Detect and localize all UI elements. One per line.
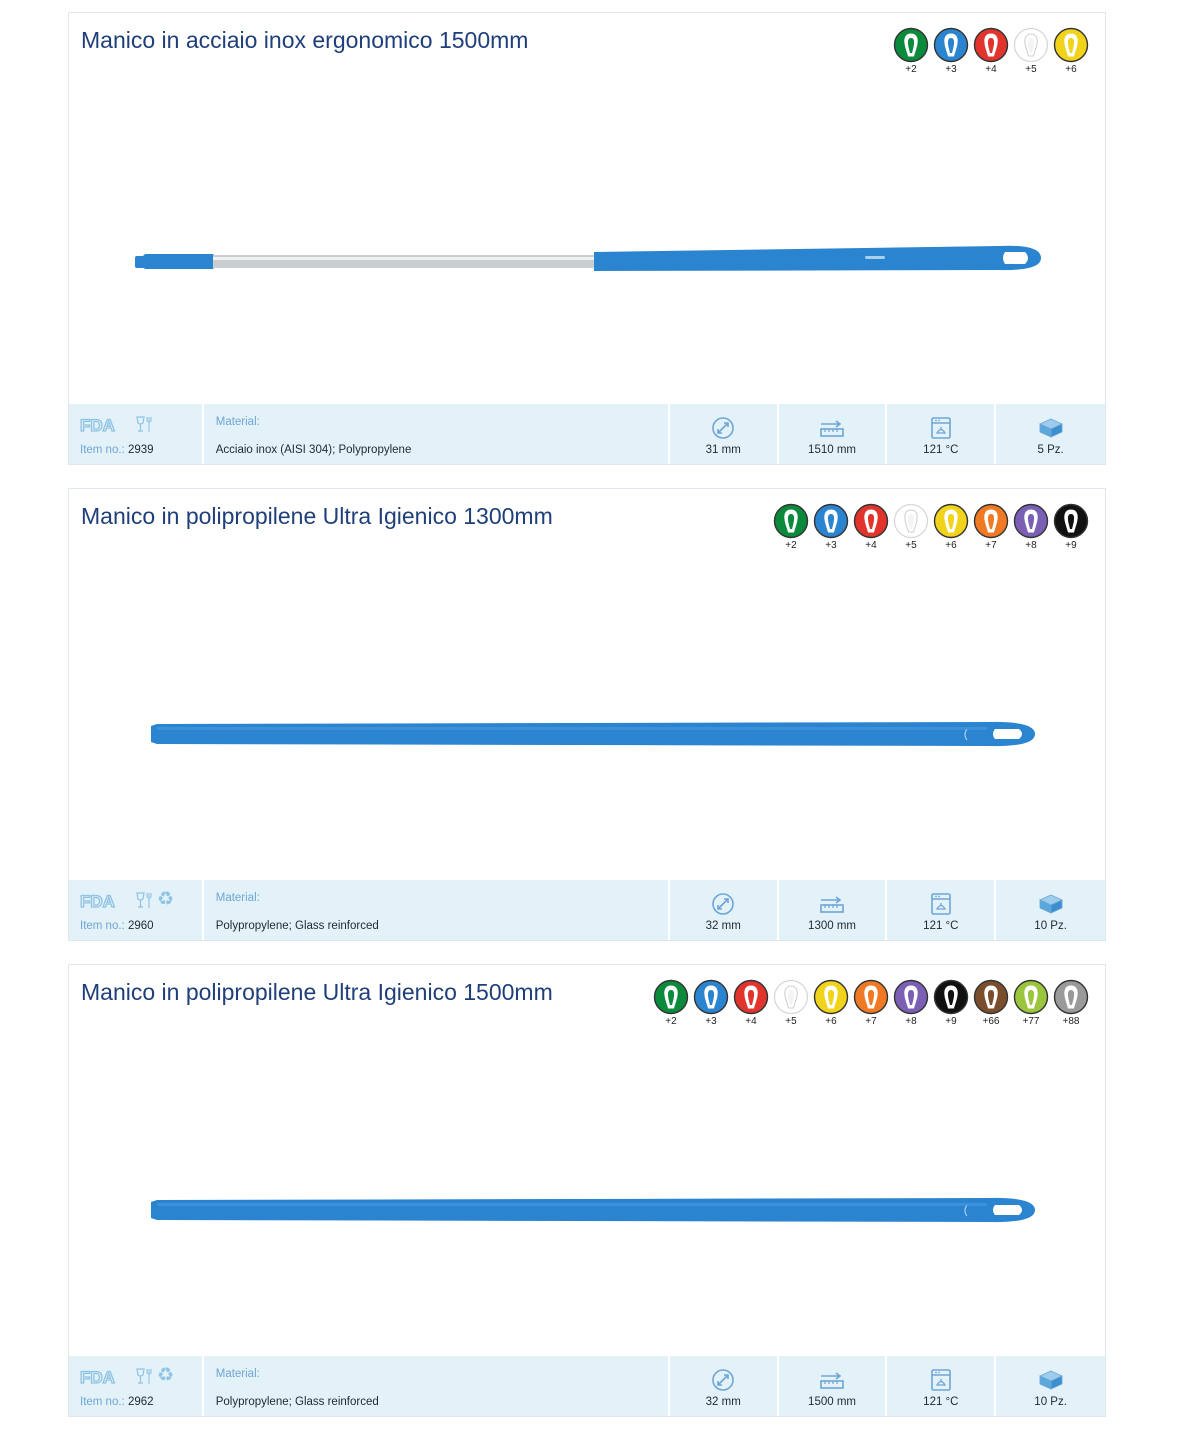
diameter-icon <box>711 1368 735 1392</box>
package-box-icon <box>1038 1368 1064 1392</box>
temperature-cell <box>887 404 996 464</box>
color-variant-swatch <box>893 27 929 76</box>
color-variant-swatch <box>733 979 769 1028</box>
product-title: Manico in polipropilene Ultra Igienico 1300mm <box>81 503 553 529</box>
item-no-value: 2960 <box>127 920 154 932</box>
material-label: Material: <box>215 1368 260 1380</box>
handle-hole-icon <box>973 503 1009 539</box>
color-variant-suffix: +7 <box>865 1016 877 1027</box>
handle-hole-icon <box>933 27 969 63</box>
material-value: Acciaio inox (AISI 304); Polypropylene <box>215 444 412 456</box>
material-label: Material: <box>215 892 260 904</box>
color-variant-suffix: +2 <box>665 1016 677 1027</box>
length-cell <box>779 880 888 940</box>
temperature-value: 121 °C <box>923 444 959 456</box>
handle-hole-icon <box>853 503 889 539</box>
certifications-cell <box>69 880 204 940</box>
material-value: Polypropylene; Glass reinforced <box>215 1396 379 1408</box>
item-no-value: 2962 <box>127 1396 154 1408</box>
color-variant-swatch <box>1013 979 1049 1028</box>
pack-cell <box>996 880 1105 940</box>
color-variant-swatch <box>1053 503 1089 552</box>
material-cell <box>204 404 670 464</box>
color-variant-swatch <box>933 503 969 552</box>
svg-text:FDA: FDA <box>80 892 115 910</box>
color-variant-suffix: +9 <box>945 1016 957 1027</box>
length-cell <box>779 404 888 464</box>
color-variant-swatch <box>773 979 809 1028</box>
certifications-cell <box>69 404 204 464</box>
diameter-value: 32 mm <box>705 920 741 932</box>
color-variant-swatch <box>853 979 889 1028</box>
color-variant-suffix: +88 <box>1062 1016 1080 1027</box>
color-variant-swatch <box>773 503 809 552</box>
color-variants <box>773 503 1089 552</box>
color-variant-swatch <box>813 979 849 1028</box>
handle-hole-icon <box>853 979 889 1015</box>
diameter-value: 31 mm <box>705 444 741 456</box>
svg-text:FDA: FDA <box>80 416 115 434</box>
spec-footer <box>69 404 1105 464</box>
diameter-cell <box>670 1356 779 1416</box>
color-variant-swatch <box>973 503 1009 552</box>
dishwasher-temperature-icon <box>930 892 952 916</box>
color-variant-suffix: +7 <box>985 540 997 551</box>
food-safe-glass-fork-icon <box>135 892 153 910</box>
product-card <box>68 964 1106 1417</box>
length-ruler-icon <box>819 416 845 440</box>
handle-hole-icon <box>933 503 969 539</box>
recycle-icon: ♻ <box>157 1365 175 1386</box>
product-card <box>68 488 1106 941</box>
color-variant-suffix: +77 <box>1022 1016 1040 1027</box>
handle-hole-icon <box>1013 503 1049 539</box>
color-variant-swatch <box>1053 27 1089 76</box>
handle-hole-icon <box>1053 27 1089 63</box>
color-variant-suffix: +66 <box>982 1016 1000 1027</box>
handle-hole-icon <box>973 27 1009 63</box>
handle-hole-icon <box>1013 27 1049 63</box>
color-variant-suffix: +4 <box>865 540 877 551</box>
material-cell <box>204 1356 670 1416</box>
length-cell <box>779 1356 888 1416</box>
color-variant-suffix: +6 <box>825 1016 837 1027</box>
color-variant-suffix: +2 <box>785 540 797 551</box>
color-variant-suffix: +4 <box>985 64 997 75</box>
spec-footer <box>69 1356 1105 1416</box>
svg-text:FDA: FDA <box>80 1368 115 1386</box>
temperature-value: 121 °C <box>923 920 959 932</box>
handle-hole-icon <box>973 979 1009 1015</box>
color-variant-swatch <box>1013 503 1049 552</box>
color-variant-swatch <box>813 503 849 552</box>
length-value: 1510 mm <box>808 444 856 456</box>
diameter-cell <box>670 404 779 464</box>
item-number <box>80 444 154 456</box>
temperature-cell <box>887 880 996 940</box>
pack-value: 10 Pz. <box>1034 1396 1067 1408</box>
package-box-icon <box>1038 416 1064 440</box>
fda-logo-icon <box>80 1368 124 1386</box>
length-ruler-icon <box>819 1368 845 1392</box>
handle-hole-icon <box>653 979 689 1015</box>
color-variant-suffix: +9 <box>1065 540 1077 551</box>
handle-hole-icon <box>813 503 849 539</box>
product-card <box>68 12 1106 465</box>
pack-cell <box>996 1356 1105 1416</box>
color-variant-swatch <box>1013 27 1049 76</box>
color-variants <box>653 979 1089 1028</box>
fda-logo-icon <box>80 416 124 434</box>
length-value: 1500 mm <box>808 1396 856 1408</box>
polypropylene-handle-drawing <box>151 722 1035 746</box>
handle-hole-icon <box>1053 979 1089 1015</box>
temperature-cell <box>887 1356 996 1416</box>
color-variant-suffix: +8 <box>905 1016 917 1027</box>
color-variant-swatch <box>1053 979 1089 1028</box>
material-value: Polypropylene; Glass reinforced <box>215 920 379 932</box>
product-title: Manico in polipropilene Ultra Igienico 1500mm <box>81 979 553 1005</box>
package-box-icon <box>1038 892 1064 916</box>
handle-hole-icon <box>773 979 809 1015</box>
material-cell <box>204 880 670 940</box>
handle-hole-icon <box>813 979 849 1015</box>
dishwasher-temperature-icon <box>930 1368 952 1392</box>
handle-hole-icon <box>773 503 809 539</box>
product-title: Manico in acciaio inox ergonomico 1500mm <box>81 27 529 53</box>
steel-handle-drawing <box>135 246 1041 271</box>
color-variant-suffix: +5 <box>1025 64 1037 75</box>
color-variant-suffix: +3 <box>705 1016 717 1027</box>
color-variant-suffix: +5 <box>785 1016 797 1027</box>
handle-hole-icon <box>893 27 929 63</box>
handle-hole-icon <box>893 979 929 1015</box>
material-label: Material: <box>215 416 260 428</box>
color-variant-swatch <box>893 503 929 552</box>
item-number <box>80 920 154 932</box>
diameter-icon <box>711 416 735 440</box>
spec-footer <box>69 880 1105 940</box>
color-variant-swatch <box>973 27 1009 76</box>
diameter-cell <box>670 880 779 940</box>
fda-logo-icon <box>80 892 124 910</box>
item-no-value: 2939 <box>127 444 154 456</box>
diameter-icon <box>711 892 735 916</box>
color-variant-suffix: +3 <box>945 64 957 75</box>
color-variant-swatch <box>693 979 729 1028</box>
color-variant-swatch <box>853 503 889 552</box>
item-no-label: Item no.: <box>80 920 125 932</box>
length-value: 1300 mm <box>808 920 856 932</box>
handle-hole-icon <box>893 503 929 539</box>
color-variant-suffix: +5 <box>905 540 917 551</box>
handle-hole-icon <box>1013 979 1049 1015</box>
color-variant-swatch <box>973 979 1009 1028</box>
color-variant-swatch <box>893 979 929 1028</box>
temperature-value: 121 °C <box>923 1396 959 1408</box>
item-no-label: Item no.: <box>80 444 125 456</box>
length-ruler-icon <box>819 892 845 916</box>
food-safe-glass-fork-icon <box>135 1368 153 1386</box>
handle-hole-icon <box>1053 503 1089 539</box>
color-variant-suffix: +2 <box>905 64 917 75</box>
dishwasher-temperature-icon <box>930 416 952 440</box>
pack-cell <box>996 404 1105 464</box>
item-no-label: Item no.: <box>80 1396 125 1408</box>
handle-hole-icon <box>933 979 969 1015</box>
color-variant-suffix: +3 <box>825 540 837 551</box>
recycle-icon: ♻ <box>157 889 175 910</box>
item-number <box>80 1396 154 1408</box>
color-variant-swatch <box>653 979 689 1028</box>
handle-hole-icon <box>693 979 729 1015</box>
food-safe-glass-fork-icon <box>135 416 153 434</box>
color-variant-suffix: +6 <box>945 540 957 551</box>
color-variant-suffix: +4 <box>745 1016 757 1027</box>
handle-hole-icon <box>733 979 769 1015</box>
color-variant-swatch <box>933 27 969 76</box>
pack-value: 10 Pz. <box>1034 920 1067 932</box>
color-variant-suffix: +6 <box>1065 64 1077 75</box>
color-variant-swatch <box>933 979 969 1028</box>
certifications-cell <box>69 1356 204 1416</box>
color-variant-suffix: +8 <box>1025 540 1037 551</box>
polypropylene-handle-drawing <box>151 1198 1035 1222</box>
pack-value: 5 Pz. <box>1037 444 1064 456</box>
diameter-value: 32 mm <box>705 1396 741 1408</box>
color-variants <box>893 27 1089 76</box>
